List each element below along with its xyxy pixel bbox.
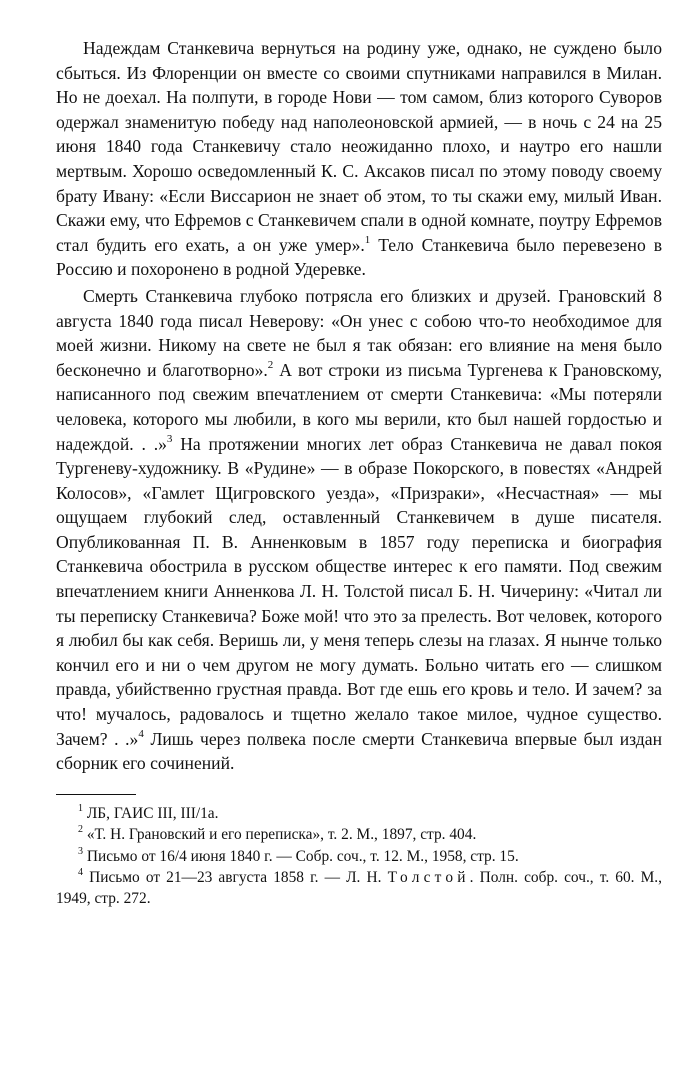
footnote-3 — [56, 846, 662, 867]
footnote-text: Письмо от 21—23 августа 1858 г. — Л. Н. — [89, 869, 388, 887]
footnote-ref-2: 2 — [267, 358, 274, 371]
footnote-text: Письмо от 16/4 июня 1840 г. — Собр. соч., т. 12. М., 1958, стр. 15. — [86, 847, 519, 865]
footnote-number: 4 — [78, 866, 83, 878]
footnotes — [56, 803, 662, 910]
footnote-ref-3: 3 — [166, 432, 173, 445]
footnote-ref-1: 1 — [364, 233, 371, 246]
footnote-text: ЛБ, ГАИС III, III/1а. — [86, 804, 219, 822]
footnote-2 — [56, 824, 662, 845]
footnote-divider — [56, 794, 136, 795]
book-page — [56, 36, 662, 910]
footnote-1 — [56, 803, 662, 824]
footnote-number: 3 — [78, 845, 83, 857]
footnote-ref-4: 4 — [138, 727, 144, 740]
footnote-text: . Полн. собр. соч., т. 60. М., 1949, стр. 272. — [56, 869, 662, 908]
paragraph-2-text-4: Лишь через полвека после смерти Станкевича впервые был издан сборник его сочинений. — [56, 728, 662, 774]
paragraph-1 — [56, 36, 662, 282]
footnote-author: Толстой — [387, 869, 470, 887]
paragraph-1-text-1: Надеждам Станкевича вернуться на родину уже, однако, не суждено было сбыться. Из Флоренции он вместе со своими спутниками направился в Милан. Но не доехал. На полпути, в городе Нови — том самом, близ которого Суворов одержал знаменитую победу над наполеоновской армией, — в ночь с 24 на 25 июня 1840 года Станкевичу стало неожиданно плохо, и наутро его нашли мертвым. Хорошо осведомленный К. С. Аксаков писал по этому поводу своему брату Ивану: «Если Виссарион не знает об этом, то ты скажи ему, милый Иван. Скажи ему, что Ефремов с Станкевичем спали в одной комнате, поутру Ефремов стал будить его ехать, а он уже умер». — [56, 38, 662, 255]
footnote-4 — [56, 867, 662, 910]
footnote-number: 1 — [78, 802, 83, 814]
paragraph-2-text-2: А вот строки из письма Тургенева к Грановскому, написанного под свежим впечатлением от смерти Станкевича: «Мы потеряли человека, которого мы любили, в кого мы верили, кто был нашей гордостью и надеждой. . .» — [56, 359, 662, 454]
footnote-text: «Т. Н. Грановский и его переписка», т. 2. М., 1897, стр. 404. — [86, 826, 477, 844]
paragraph-2-text-1: Смерть Станкевича глубоко потрясла его близких и друзей. Грановский 8 августа 1840 года писал Неверову: «Он унес с собою что-то необходимое для моей жизни. Никому на свете не был я так обязан: его влияние на меня было бесконечно и благотворно». — [56, 285, 662, 380]
paragraph-2-text-3: На протяжении многих лет образ Станкевича не давал покоя Тургеневу-художнику. В «Рудине» — в образе Покорского, в повестях «Андрей Колосов», «Гамлет Щигровского уезда», «Призраки», «Несчастная» — мы ощущаем глубокий след, оставленный Станкевичем в душе писателя. Опубликованная П. В. Анненковым в 1857 году переписка и биография Станкевича обострила в русском обществе интерес к его памяти. Под свежим впечатлением книги Анненкова Л. Н. Толстой писал Б. Н. Чичерину: «Читал ли ты переписку Станкевича? Боже мой! что это за прелесть. Вот человек, которого я любил бы как себя. Веришь ли, у меня теперь слезы на глазах. Я нынче только кончил его и ни о чем другом не могу думать. Больно читать его — слишком правда, убийственно грустная правда. Вот где ешь его кровь и тело. И зачем? за что! мучалось, радовалось и тщетно желало такое милое, чудное существо. Зачем? . .» — [56, 433, 663, 749]
footnote-number: 2 — [78, 824, 83, 836]
paragraph-2 — [56, 284, 662, 776]
paragraph-1-text-2: Тело Станкевича было перевезено в Россию и похоронено в родной Удеревке. — [56, 234, 662, 280]
